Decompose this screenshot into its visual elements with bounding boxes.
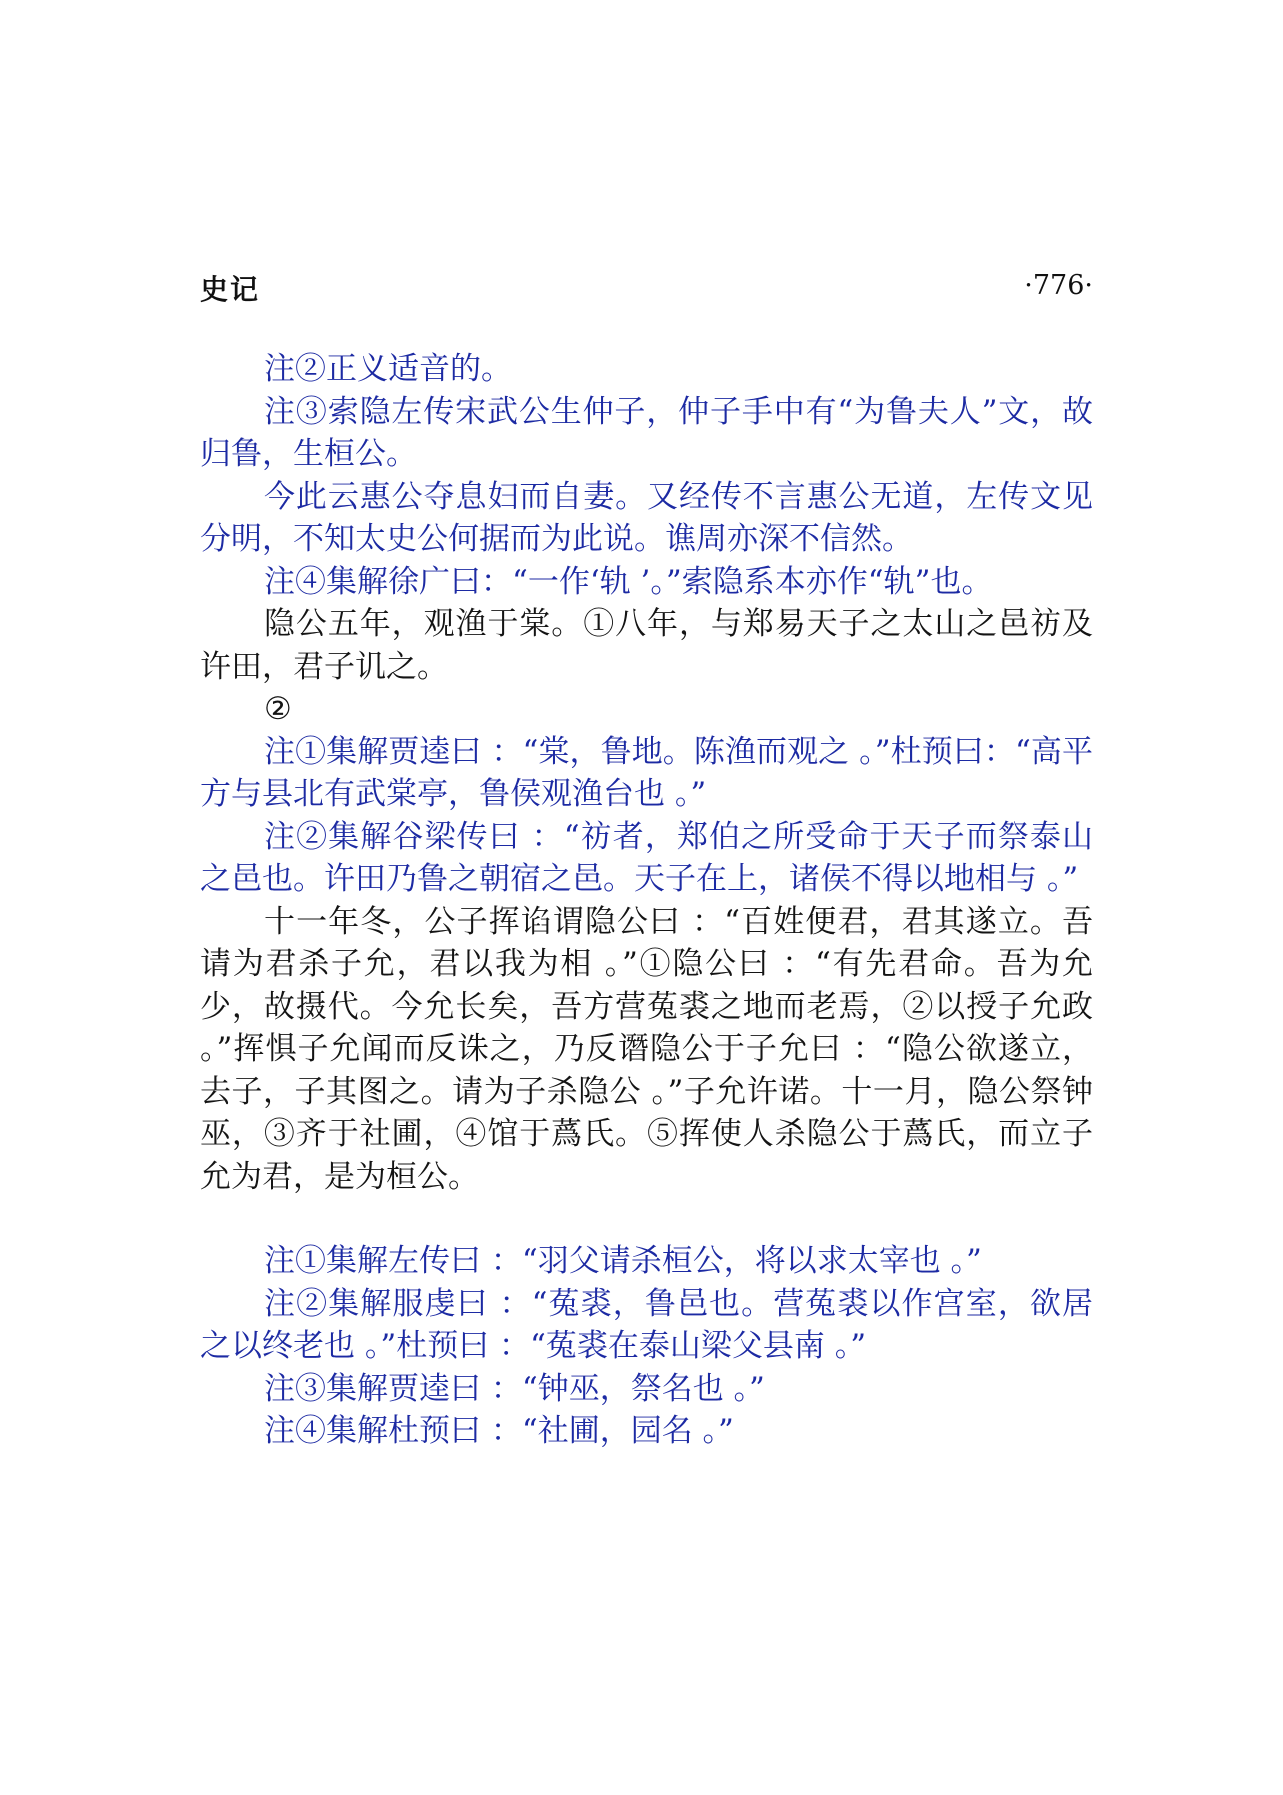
- note-paragraph: 注②集解服虔曰 ：“菟裘，鲁邑也。营菟裘以作宫室，欲居之以终老也 。”杜预曰 ：“菟裘在泰山梁父县南 。”: [200, 1285, 1093, 1364]
- paragraph-spacer: [200, 1198, 1093, 1240]
- main-text-paragraph: 十一年冬，公子挥谄谓隐公曰 ：“百姓便君，君其遂立。吾请为君杀子允，君以我为相 。”①隐公曰 ：“有先君命。吾为允少，故摄代。今允长矣，吾方营菟裘之地而老焉，②以授子允政 。”挥惧子允闻而反诛之，乃反谮隐公于子允曰 ：“隐公欲遂立，去子，子其图之。请为子杀隐公 。”子允许诺。十一月，隐公祭钟巫，③齐于社圃，④馆于蔿氏。⑤挥使人杀隐公于蔿氏，而立子允为君，是为桓公。: [200, 903, 1093, 1195]
- note-paragraph: 注①集解贾逵曰 ：“棠，鲁地。陈渔而观之 。”杜预曰：“高平方与县北有武棠亭，鲁侯观渔台也 。”: [200, 733, 1093, 812]
- page-number: ·776·: [1024, 270, 1093, 301]
- note-paragraph: 注④集解杜预曰 ：“社圃，园名 。”: [264, 1413, 734, 1449]
- page-header: [200, 268, 1093, 308]
- page-body: [200, 348, 1093, 1453]
- note-paragraph: 注③索隐左传宋武公生仲子，仲子手中有“为鲁夫人”文，故归鲁，生桓公。: [200, 393, 1093, 472]
- note-paragraph: 注②集解谷梁传曰 ：“祊者，郑伯之所受命于天子而祭泰山之邑也。许田乃鲁之朝宿之邑。天子在上，诸侯不得以地相与 。”: [200, 818, 1093, 897]
- book-title: 史记: [200, 273, 261, 306]
- note-paragraph: 注④集解徐广曰：“一作‘轨 ’。”索隐系本亦作“轨”也。: [264, 563, 993, 600]
- note-paragraph: 注①集解左传曰 ：“羽父请杀桓公，将以求太宰也 。”: [264, 1243, 982, 1279]
- main-text-paragraph: ②: [264, 691, 292, 727]
- note-paragraph: 注③集解贾逵曰 ：“钟巫，祭名也 。”: [264, 1370, 765, 1407]
- note-paragraph: 今此云惠公夺息妇而自妻。又经传不言惠公无道，左传文见分明，不知太史公何据而为此说。谯周亦深不信然。: [200, 478, 1093, 557]
- main-text-paragraph: 隐公五年，观渔于棠。①八年，与郑易天子之太山之邑祊及许田，君子讥之。: [200, 606, 1093, 685]
- note-paragraph: 注②正义适音的。: [264, 351, 512, 387]
